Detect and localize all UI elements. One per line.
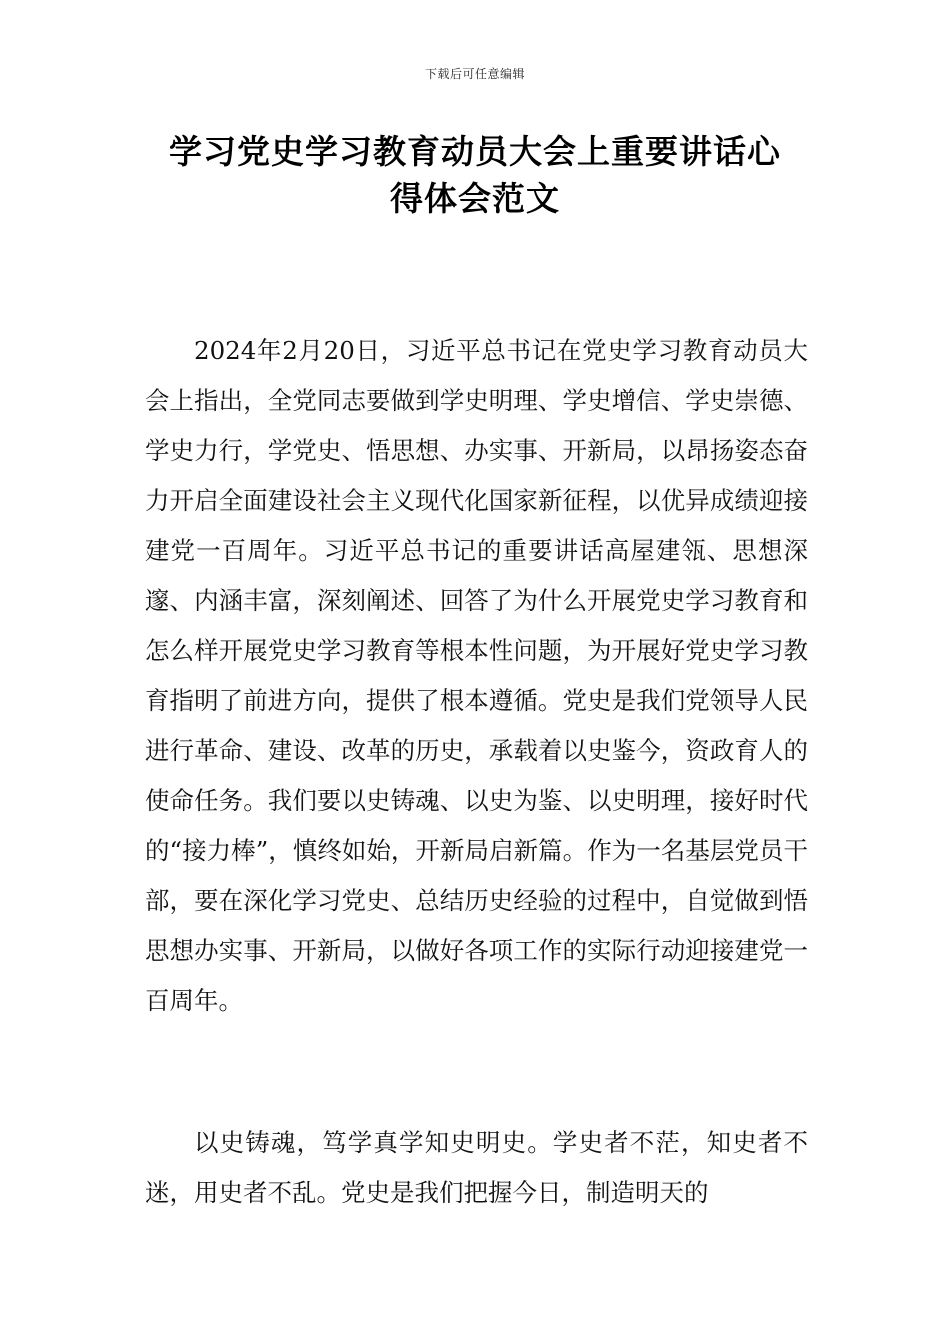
body-paragraph-2: 以史铸魂，笃学真学知史明史。学史者不茫，知史者不迷，用史者不乱。党史是我们把握今日，制造明天的 bbox=[145, 1128, 808, 1207]
title-line-2: 得体会范文 bbox=[390, 179, 560, 218]
body-paragraph-1: 2024年2月20日，习近平总书记在党史学习教育动员大会上指出，全党同志要做到学史明理、学史增信、学史崇德、学史力行，学党史、悟思想、办实事、开新局，以昂扬姿态奋力开启全面建设社会主义现代化国家新征程，以优异成绩迎接建党一百周年。习近平总书记的重要讲话高屋建瓴、思想深邃、内涵丰富，深刻阐述、回答了为什么开展党史学习教育和怎么样开展党史学习教育等根本性问题，为开展好党史学习教育指明了前进方向，提供了根本遵循。党史是我们党领导人民进行革命、建设、改革的历史，承载着以史鉴今，资政育人的使命任务。我们要以史铸魂、以史为鉴、以史明理，接好时代的“接力棒”，慎终如始，开新局启新篇。作为一名基层党员干部，要在深化学习党史、总结历史经验的过程中，自觉做到悟思想办实事、开新局，以做好各项工作的实际行动迎接建党一百周年。 bbox=[145, 336, 808, 1015]
header-note: 下载后可任意编辑 bbox=[424, 67, 525, 81]
document-title bbox=[150, 128, 800, 222]
title-line-1: 学习党史学习教育动员大会上重要讲话心 bbox=[169, 132, 781, 171]
